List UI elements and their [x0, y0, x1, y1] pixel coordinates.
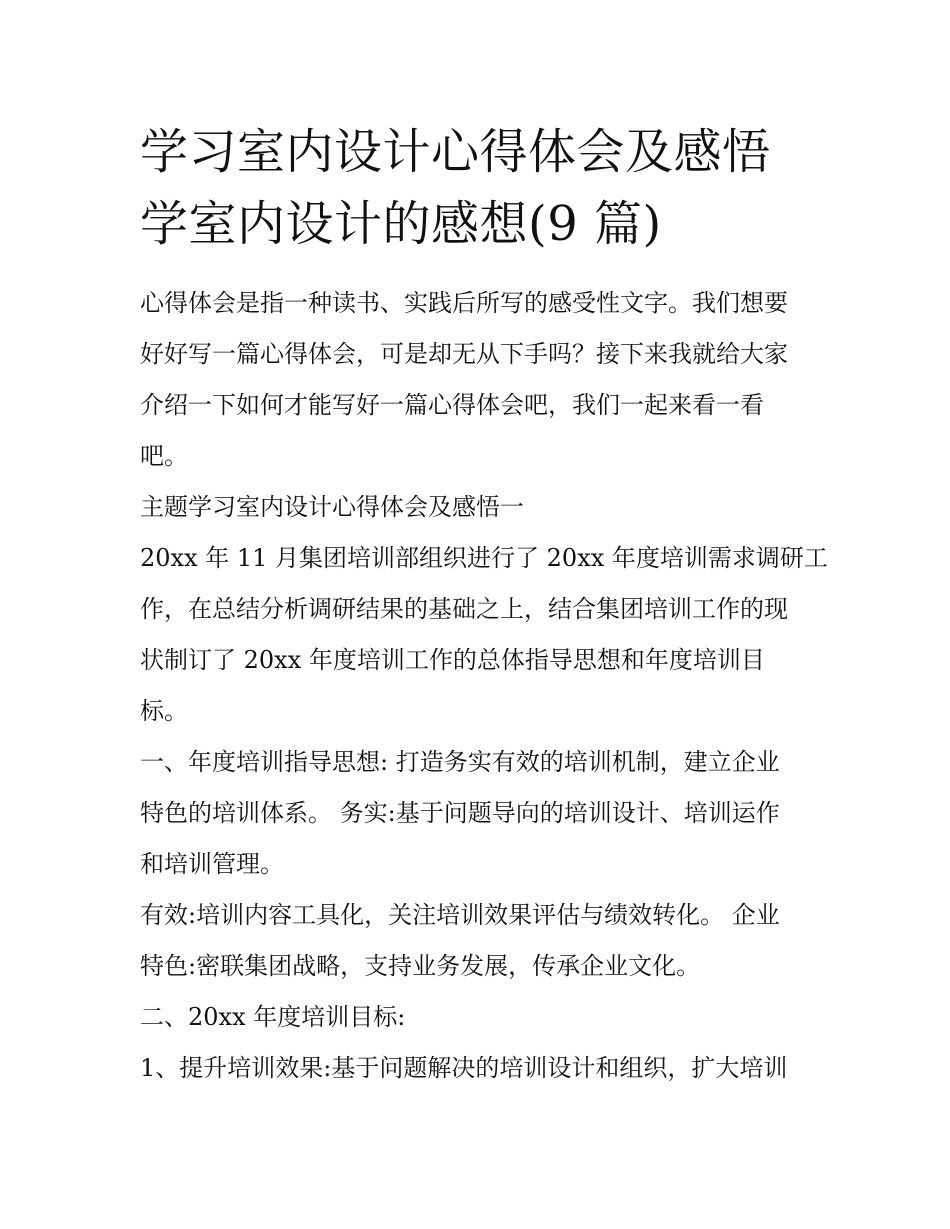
body-line: 一、年度培训指导思想: 打造务实有效的培训机制，建立企业: [140, 748, 780, 776]
body-line: 好好写一篇心得体会，可是却无从下手吗？接下来我就给大家: [140, 340, 788, 368]
body-line: 二、20xx 年度培训目标:: [140, 1003, 406, 1031]
body-line: 心得体会是指一种读书、实践后所写的感受性文字。我们想要: [140, 289, 788, 317]
body-line: 状制订了 20xx 年度培训工作的总体指导思想和年度培训目: [140, 646, 765, 674]
document-title: [140, 116, 820, 260]
body-line: 有效:培训内容工具化，关注培训效果评估与绩效转化。 企业: [140, 901, 780, 929]
title-line: 学室内设计的感想(9 篇): [140, 196, 662, 252]
body-line: 特色:密联集团战略，支持业务发展，传承企业文化。: [140, 952, 701, 980]
body-line: 特色的培训体系。 务实:基于问题导向的培训设计、培训运作: [140, 799, 780, 827]
document-body: [140, 278, 828, 1094]
body-line: 标。: [140, 697, 188, 725]
body-line: 20xx 年 11 月集团培训部组织进行了 20xx 年度培训需求调研工: [140, 544, 828, 572]
title-line: 学习室内设计心得体会及感悟: [140, 124, 771, 180]
body-line: 主题学习室内设计心得体会及感悟一: [140, 493, 524, 521]
body-line: 吧。: [140, 442, 188, 470]
body-line: 和培训管理。: [140, 850, 284, 878]
body-line: 1、提升培训效果:基于问题解决的培训设计和组织，扩大培训: [140, 1054, 788, 1082]
body-line: 介绍一下如何才能写好一篇心得体会吧，我们一起来看一看: [140, 391, 764, 419]
body-line: 作，在总结分析调研结果的基础之上，结合集团培训工作的现: [140, 595, 788, 623]
